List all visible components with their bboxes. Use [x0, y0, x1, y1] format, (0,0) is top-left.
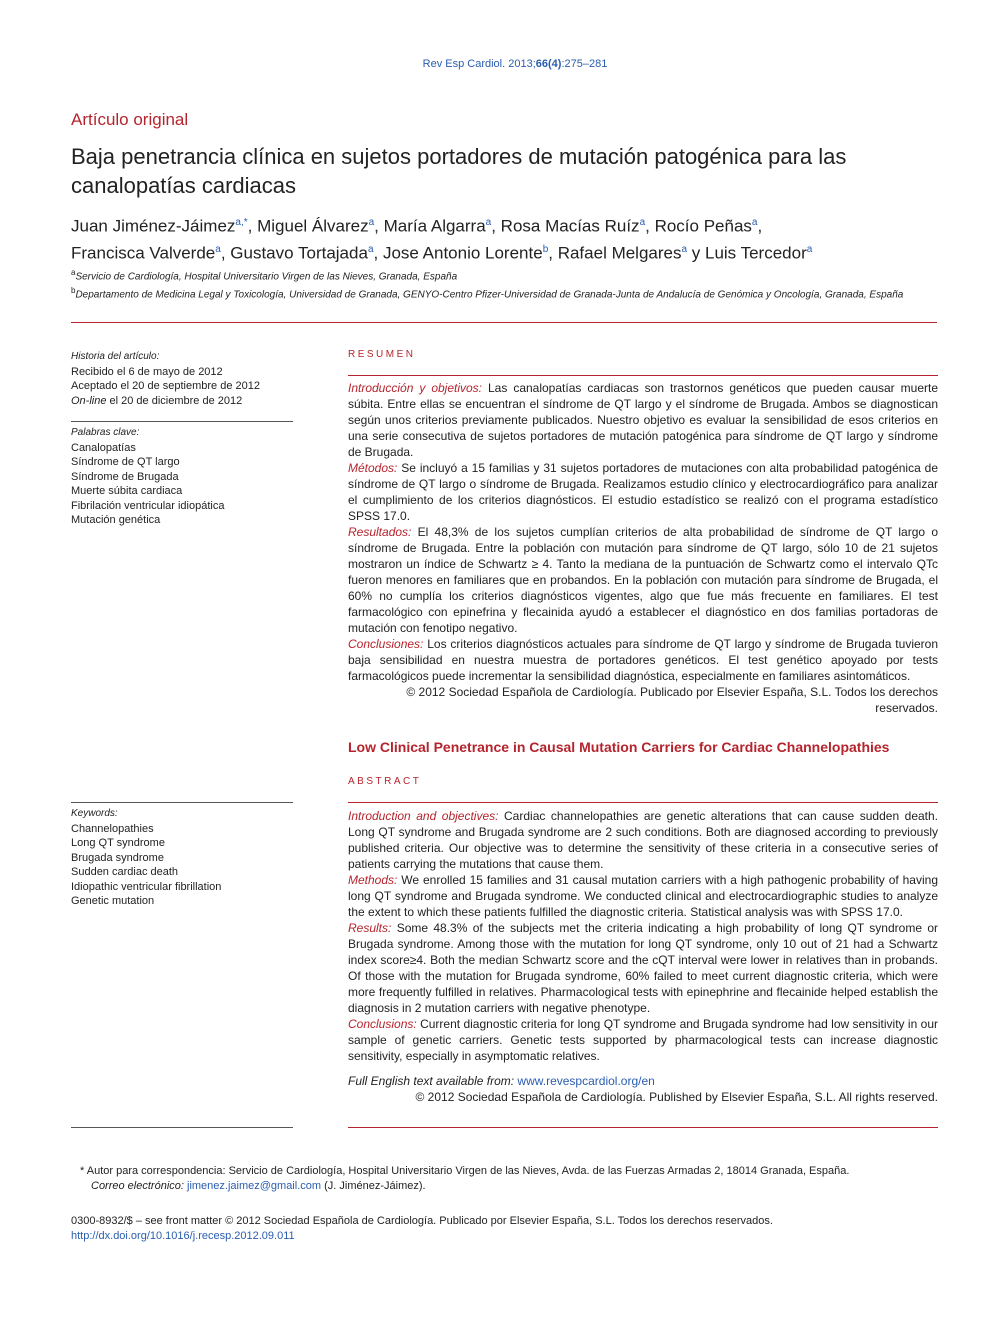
abstract-results	[348, 920, 938, 1016]
abstract-results-text: Some 48.3% of the subjects met the criteria indicating a high probability of long QT syndrome or Brugada syndrome. Among those with the mutation for long QT syndrome, only 10 out of 21 had a Schwartz index score≥4. Both the median Schwartz score and the cQT interval were lower in relatives than in probands. Of those with the mutation for Brugada syndrome, 60% failed to meet current diagnostic criteria, which were more frequently fulfilled in relatives. Pharmacological tests with epinephrine and flecainide helped establish the diagnosis in 2 mutation carriers with negative phenotype.	[348, 921, 938, 1015]
resumen-intro	[348, 380, 938, 460]
author-name[interactable]: Miguel Álvarez	[257, 216, 369, 236]
author-name[interactable]: Francisca Valverde	[71, 243, 216, 263]
email-owner: (J. Jiménez-Jáimez).	[321, 1180, 426, 1192]
correspondence-text: Autor para correspondencia: Servicio de Cardiología, Hospital Universitario Virgen de las Nieves, Avda. de las Fuerzas Armadas 2, 18014 Granada, España.	[86, 1165, 850, 1177]
header-divider	[71, 322, 937, 323]
full-text-note	[348, 1073, 938, 1089]
author-affiliation-marker[interactable]: a	[485, 217, 492, 228]
keyword-item: Channelopathies	[71, 822, 154, 835]
abstract-copyright: © 2012 Sociedad Española de Cardiología. Published by Elsevier España, S.L. All rights reserved.	[415, 1090, 938, 1104]
author-name[interactable]: Juan Jiménez-Jáimez	[71, 216, 236, 236]
author-affiliation-marker[interactable]: b	[542, 243, 549, 255]
author-separator: ,	[220, 243, 231, 263]
history-accepted: Aceptado el 20 de septiembre de 2012	[71, 380, 260, 392]
left-column-divider	[71, 1127, 293, 1128]
abstract-body	[348, 808, 938, 1105]
author-affiliation-marker[interactable]: a	[806, 243, 813, 255]
history-online-label: On-line	[71, 394, 107, 407]
affiliation-text: Servicio de Cardiología, Hospital Universitario Virgen de las Nieves, Granada, España	[75, 271, 458, 283]
author-separator: ,	[491, 216, 501, 236]
keyword-item: Síndrome de Brugada	[71, 470, 179, 483]
author-name[interactable]: Jose Antonio Lorente	[382, 243, 543, 263]
author-name[interactable]: Rafael Melgares	[557, 243, 682, 263]
email-label: Correo electrónico:	[91, 1180, 184, 1192]
author-name[interactable]: María Algarra	[383, 216, 486, 236]
author-affiliation-marker[interactable]: a	[681, 243, 688, 255]
author-name[interactable]: Luis Tercedor	[705, 243, 807, 263]
keywords-english	[71, 802, 293, 909]
author-list	[71, 211, 941, 264]
keywords-es-heading: Palabras clave:	[71, 427, 140, 438]
footnote-star: *	[80, 1165, 85, 1177]
affiliations	[71, 266, 937, 303]
article-title: Baja penetrancia clínica en sujetos portadores de mutación patogénica para las canalopatías cardiacas	[71, 144, 847, 198]
keyword-item: Síndrome de QT largo	[71, 456, 180, 468]
full-text-label: Full English text available from:	[348, 1074, 515, 1088]
article-type: Artículo original	[71, 110, 189, 129]
issn-line: 0300-8932/$ – see front matter © 2012 Sociedad Española de Cardiología. Publicado por Elsevier España, S.L. Todos los derechos reservados.	[71, 1215, 773, 1227]
author-affiliation-marker[interactable]: a	[751, 217, 758, 228]
resumen-conclusions	[348, 636, 938, 684]
keyword-item: Long QT syndrome	[71, 837, 165, 849]
history-online-date: el 20 de diciembre de 2012	[106, 394, 243, 407]
resumen-results-text: El 48,3% de los sujetos cumplían criterios de alta probabilidad de síndrome de QT largo o síndrome de Brugada. Entre la población con mutación para síndrome de QT largo, sólo 10 de 21 sujetos mostraron un índice de Schwartz ≥ 4. Tanto la mediana de la puntuación de Schwartz como el intervalo QTc fueron menores en familiares que en probandos. En la población con mutación para síndrome de Brugada, el 60% no cumplía los criterios diagnósticos vigentes, algo que fue más frecuente en familiares. El test farmacológico con epinefrina y flecainida ayudó a establecer el diagnóstico en dos familias portadoras de mutación con fenotipo negativo.	[348, 525, 938, 635]
article-history	[71, 350, 293, 408]
resumen-divider	[348, 375, 938, 376]
keyword-item: Mutación genética	[71, 514, 161, 526]
author-name[interactable]: Rocío Peñas	[654, 216, 752, 236]
history-heading: Historia del artículo:	[71, 351, 160, 362]
author-affiliation-marker[interactable]: a	[639, 217, 646, 228]
abstract-intro-heading: Introduction and objectives:	[348, 809, 499, 823]
author-separator: ,	[548, 243, 558, 263]
author-name[interactable]: Gustavo Tortajada	[230, 243, 368, 263]
abstract-methods	[348, 872, 938, 920]
keywords-en-heading: Keywords:	[71, 808, 118, 819]
author-separator: y	[687, 243, 705, 263]
abstract-methods-heading: Methods:	[348, 873, 398, 887]
journal-issue: (4)	[548, 58, 562, 70]
author-separator: ,	[373, 243, 383, 263]
author-affiliation-marker[interactable]: a	[215, 243, 221, 255]
journal-reference[interactable]	[0, 58, 992, 70]
resumen-intro-heading: Introducción y objetivos:	[348, 381, 483, 395]
resumen-body	[348, 380, 938, 716]
doi-link[interactable]: http://dx.doi.org/10.1016/j.recesp.2012.09.011	[71, 1230, 295, 1242]
keyword-item: Fibrilación ventricular idiopática	[71, 499, 225, 512]
author-affiliation-marker[interactable]: a	[367, 243, 374, 255]
author-separator: ,	[247, 216, 258, 236]
resumen-methods-text: Se incluyó a 15 familias y 31 sujetos portadores de mutaciones con alta probabilidad patogénica de síndrome de QT largo o síndrome de Brugada. Realizamos estudio clínico y electrocardiográfico para analizar el cumplimiento de los criterios diagnósticos. El estudio estadístico se realizó con el programa estadístico SPSS 17.0.	[348, 461, 938, 523]
resumen-intro-text: Las canalopatías cardiacas son trastornos genéticos que pueden causar muerte súbita. Entre ellas se encuentran el síndrome de QT largo y el síndrome de Brugada. Ambos se diagnostican según unos criterios previamente publicados. Nuestro objetivo es evaluar la sensibilidad de esos criterios en una serie consecutiva de sujetos portadores de mutación patogénica para síndrome de QT largo y síndrome de Brugada.	[348, 381, 938, 459]
correspondence-footnote	[80, 1164, 940, 1194]
abstract-methods-text: We enrolled 15 families and 31 causal mutation carriers with a high pathogenic probability of having long QT syndrome and Brugada syndrome. We conducted clinical and electrocardiographic studies to analyze the extent to which these patients fulfilled the diagnostic criteria. Statistical analysis was with SPSS 17.0.	[348, 873, 938, 919]
abstract-conclusions-text: Current diagnostic criteria for long QT syndrome and Brugada syndrome had low sensitivity in our sample of genetic carriers. Genetic tests supported by pharmacological tests can increase diagnostic sensitivity, especially in asymptomatic relatives.	[348, 1017, 938, 1063]
resumen-heading: RESUMEN	[348, 349, 416, 360]
abstract-conclusions	[348, 1016, 938, 1064]
resumen-conclusions-text: Los criterios diagnósticos actuales para síndrome de QT largo y síndrome de Brugada tuvieron baja sensibilidad en nuestra muestra de portadores genéticos. El test genético apoyado por tests farmacológicos puede incrementar la sensibilidad diagnóstica, especialmente en familiares asintomáticos.	[348, 637, 938, 683]
keywords-spanish	[71, 421, 293, 528]
author-name[interactable]: Rosa Macías Ruíz	[500, 216, 640, 236]
issn-block	[71, 1214, 931, 1244]
resumen-results	[348, 524, 938, 636]
author-affiliation-marker[interactable]: a,*	[235, 217, 248, 228]
keyword-item: Genetic mutation	[71, 895, 155, 907]
affiliation-marker: b	[71, 286, 76, 296]
author-separator: ,	[757, 216, 763, 236]
resumen-methods	[348, 460, 938, 524]
full-text-link[interactable]: www.revespcardiol.org/en	[517, 1074, 655, 1088]
affiliation-b	[71, 284, 937, 302]
abstract-intro-text: Cardiac channelopathies are genetic alterations that can cause sudden death. Long QT syndrome and Brugada syndrome are 2 such conditions. Both are diagnosed according to previously published criteria. Our objective was to determine the sensitivity of these criteria in a consecutive series of patients carrying the mutations that cause them.	[348, 809, 939, 871]
journal-volume: 66	[535, 58, 549, 70]
resumen-methods-heading: Métodos:	[348, 461, 398, 475]
affiliation-a	[71, 266, 937, 284]
resumen-results-heading: Resultados:	[348, 525, 412, 539]
correspondence-address	[80, 1164, 940, 1179]
author-affiliation-marker[interactable]: a	[368, 217, 375, 228]
right-column-divider	[348, 1127, 938, 1128]
english-title: Low Clinical Penetrance in Causal Mutation Carriers for Cardiac Channelopathies	[348, 739, 890, 755]
abstract-results-heading: Results:	[348, 921, 392, 935]
abstract-intro	[348, 808, 938, 872]
journal-pages: :275–281	[561, 58, 608, 70]
affiliation-text: Departamento de Medicina Legal y Toxicología, Universidad de Granada, GENYO-Centro Pfizer-Universidad de Granada-Junta de Andalucía de Genómica y Oncología, Granada, España	[75, 289, 904, 301]
abstract-heading: ABSTRACT	[348, 776, 422, 787]
abstract-divider	[348, 802, 938, 803]
email-link[interactable]: jimenez.jaimez@gmail.com	[187, 1180, 322, 1192]
keyword-item: Sudden cardiac death	[71, 866, 179, 878]
history-received: Recibido el 6 de mayo de 2012	[71, 365, 223, 378]
keyword-item: Muerte súbita cardiaca	[71, 485, 183, 497]
author-separator: ,	[374, 216, 384, 236]
journal-citation: Rev Esp Cardiol. 2013;	[422, 58, 536, 70]
affiliation-marker: a	[71, 268, 76, 277]
keyword-item: Canalopatías	[71, 441, 136, 454]
correspondence-email-line	[80, 1179, 940, 1194]
resumen-copyright: © 2012 Sociedad Española de Cardiología. Publicado por Elsevier España, S.L. Todos los derechos reservados.	[406, 685, 938, 715]
keyword-item: Idiopathic ventricular fibrillation	[71, 880, 222, 893]
keyword-item: Brugada syndrome	[71, 851, 164, 864]
abstract-conclusions-heading: Conclusions:	[348, 1017, 417, 1031]
resumen-conclusions-heading: Conclusiones:	[348, 637, 424, 651]
author-separator: ,	[645, 216, 655, 236]
history-online	[71, 394, 293, 409]
